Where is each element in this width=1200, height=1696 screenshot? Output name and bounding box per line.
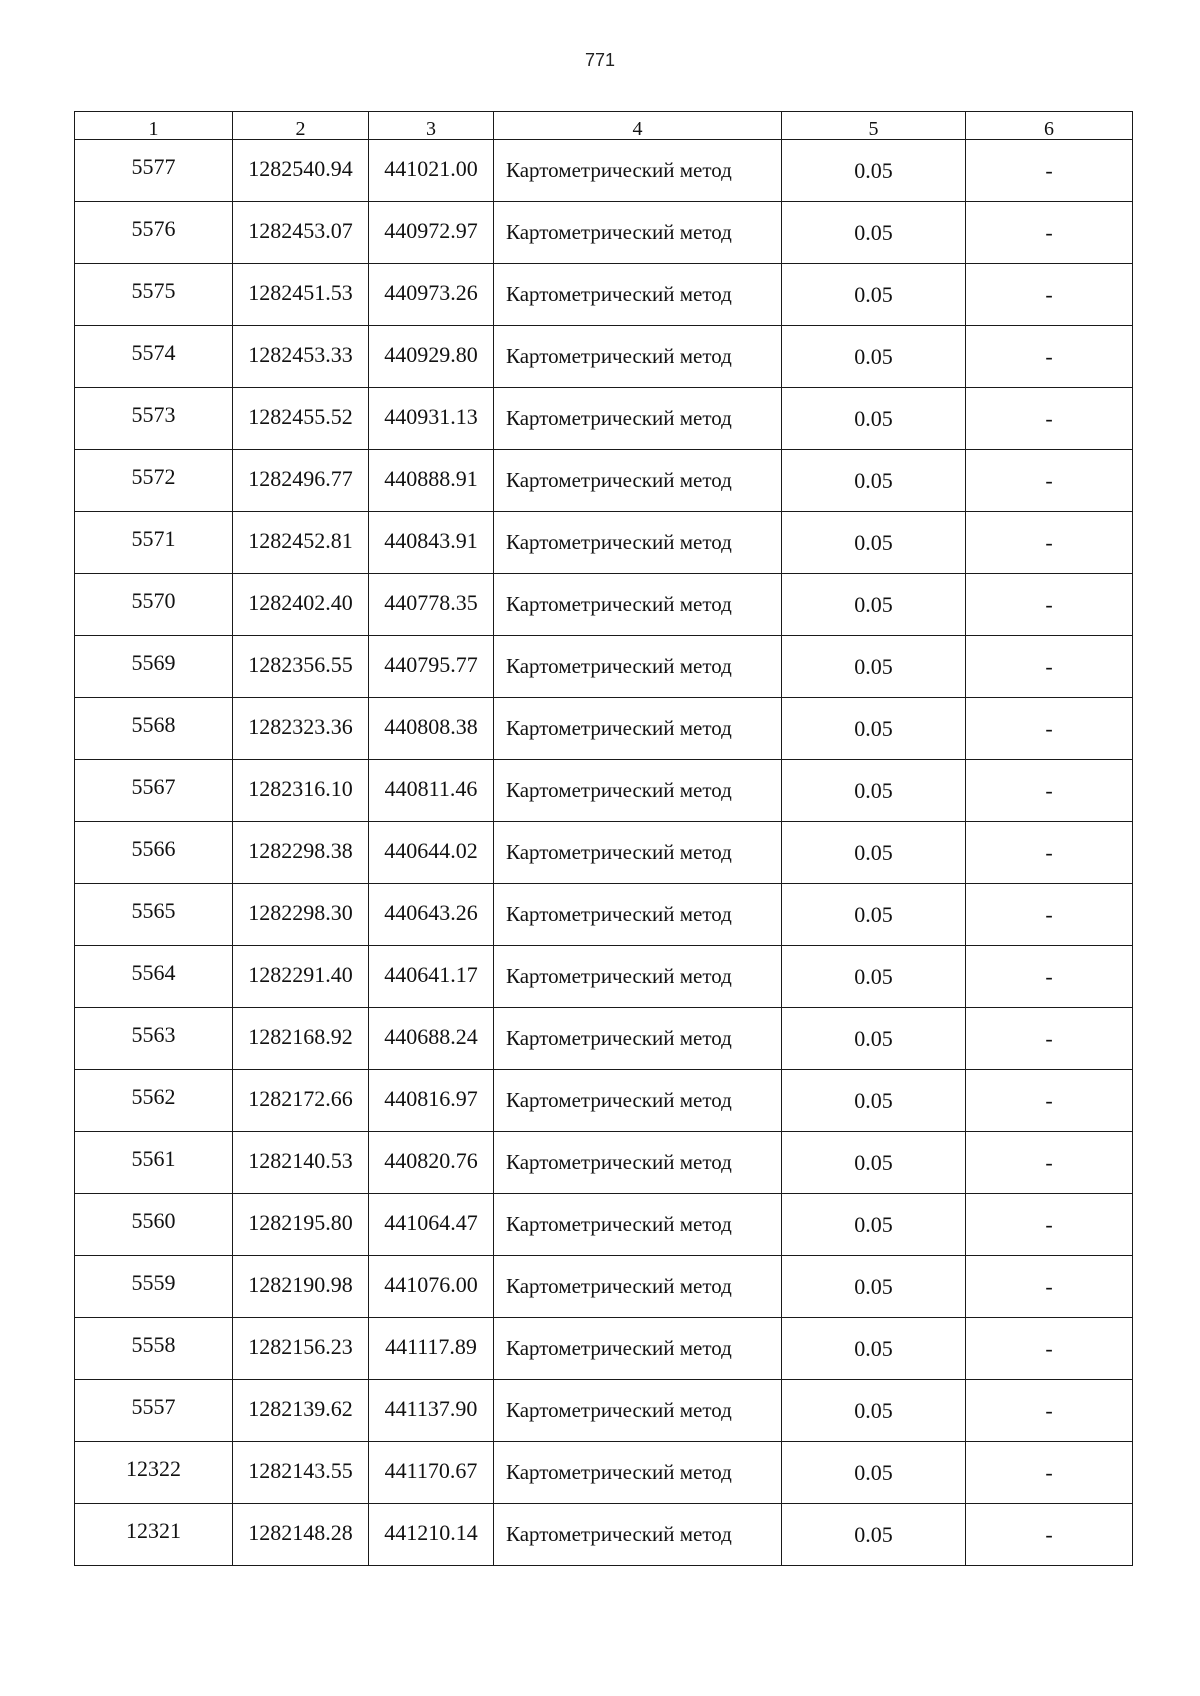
cell-point-number: 5576 (75, 202, 233, 264)
cell-note: - (966, 884, 1133, 946)
page-number: 771 (584, 50, 616, 70)
table-row (75, 202, 1133, 264)
cell-x-coordinate: 1282298.38 (233, 822, 369, 884)
cell-method: Картометрический метод (494, 760, 782, 822)
header-row (75, 112, 1133, 140)
cell-point-number: 12322 (75, 1442, 233, 1504)
cell-point-number: 5557 (75, 1380, 233, 1442)
cell-method: Картометрический метод (494, 1008, 782, 1070)
cell-y-coordinate: 441117.89 (369, 1318, 494, 1380)
coordinates-table (74, 111, 1133, 1566)
cell-point-number: 5575 (75, 264, 233, 326)
cell-accuracy: 0.05 (782, 264, 966, 326)
cell-point-number: 5562 (75, 1070, 233, 1132)
cell-method: Картометрический метод (494, 140, 782, 202)
cell-y-coordinate: 440972.97 (369, 202, 494, 264)
cell-x-coordinate: 1282156.23 (233, 1318, 369, 1380)
cell-x-coordinate: 1282139.62 (233, 1380, 369, 1442)
cell-y-coordinate: 440641.17 (369, 946, 494, 1008)
table-row (75, 1504, 1133, 1566)
cell-note: - (966, 574, 1133, 636)
cell-method: Картометрический метод (494, 636, 782, 698)
cell-y-coordinate: 441137.90 (369, 1380, 494, 1442)
cell-y-coordinate: 440778.35 (369, 574, 494, 636)
cell-point-number: 5559 (75, 1256, 233, 1318)
cell-point-number: 12321 (75, 1504, 233, 1566)
table-row (75, 698, 1133, 760)
cell-x-coordinate: 1282323.36 (233, 698, 369, 760)
column-header-5: 5 (782, 112, 966, 140)
column-header-6: 6 (966, 112, 1133, 140)
cell-method: Картометрический метод (494, 1194, 782, 1256)
cell-accuracy: 0.05 (782, 140, 966, 202)
cell-note: - (966, 1070, 1133, 1132)
cell-y-coordinate: 441210.14 (369, 1504, 494, 1566)
cell-note: - (966, 140, 1133, 202)
cell-accuracy: 0.05 (782, 450, 966, 512)
cell-y-coordinate: 440795.77 (369, 636, 494, 698)
cell-method: Картометрический метод (494, 202, 782, 264)
cell-accuracy: 0.05 (782, 1504, 966, 1566)
cell-accuracy: 0.05 (782, 822, 966, 884)
cell-x-coordinate: 1282140.53 (233, 1132, 369, 1194)
cell-point-number: 5566 (75, 822, 233, 884)
cell-note: - (966, 264, 1133, 326)
cell-x-coordinate: 1282172.66 (233, 1070, 369, 1132)
cell-method: Картометрический метод (494, 326, 782, 388)
cell-x-coordinate: 1282356.55 (233, 636, 369, 698)
cell-method: Картометрический метод (494, 388, 782, 450)
table-row (75, 1132, 1133, 1194)
table-row (75, 1008, 1133, 1070)
cell-x-coordinate: 1282195.80 (233, 1194, 369, 1256)
cell-point-number: 5565 (75, 884, 233, 946)
cell-point-number: 5571 (75, 512, 233, 574)
cell-x-coordinate: 1282143.55 (233, 1442, 369, 1504)
cell-point-number: 5560 (75, 1194, 233, 1256)
cell-method: Картометрический метод (494, 1318, 782, 1380)
cell-method: Картометрический метод (494, 1132, 782, 1194)
cell-accuracy: 0.05 (782, 884, 966, 946)
column-header-1: 1 (75, 112, 233, 140)
cell-method: Картометрический метод (494, 1070, 782, 1132)
cell-accuracy: 0.05 (782, 760, 966, 822)
cell-point-number: 5572 (75, 450, 233, 512)
cell-note: - (966, 1318, 1133, 1380)
cell-method: Картометрический метод (494, 1504, 782, 1566)
cell-note: - (966, 450, 1133, 512)
column-header-3: 3 (369, 112, 494, 140)
cell-method: Картометрический метод (494, 1442, 782, 1504)
cell-y-coordinate: 440820.76 (369, 1132, 494, 1194)
cell-accuracy: 0.05 (782, 326, 966, 388)
cell-y-coordinate: 440843.91 (369, 512, 494, 574)
cell-x-coordinate: 1282452.81 (233, 512, 369, 574)
cell-y-coordinate: 440644.02 (369, 822, 494, 884)
cell-method: Картометрический метод (494, 1256, 782, 1318)
cell-y-coordinate: 440688.24 (369, 1008, 494, 1070)
cell-x-coordinate: 1282316.10 (233, 760, 369, 822)
cell-note: - (966, 1380, 1133, 1442)
cell-accuracy: 0.05 (782, 1008, 966, 1070)
cell-method: Картометрический метод (494, 884, 782, 946)
cell-note: - (966, 202, 1133, 264)
cell-method: Картометрический метод (494, 698, 782, 760)
table-row (75, 946, 1133, 1008)
table-row (75, 264, 1133, 326)
cell-point-number: 5567 (75, 760, 233, 822)
cell-note: - (966, 1442, 1133, 1504)
table-body (75, 140, 1133, 1566)
cell-note: - (966, 1194, 1133, 1256)
table-row (75, 1256, 1133, 1318)
cell-point-number: 5570 (75, 574, 233, 636)
cell-y-coordinate: 440929.80 (369, 326, 494, 388)
cell-accuracy: 0.05 (782, 1132, 966, 1194)
cell-y-coordinate: 440888.91 (369, 450, 494, 512)
table-row (75, 326, 1133, 388)
cell-note: - (966, 822, 1133, 884)
table-row (75, 1318, 1133, 1380)
cell-accuracy: 0.05 (782, 512, 966, 574)
cell-x-coordinate: 1282298.30 (233, 884, 369, 946)
cell-accuracy: 0.05 (782, 946, 966, 1008)
cell-note: - (966, 946, 1133, 1008)
cell-accuracy: 0.05 (782, 1194, 966, 1256)
cell-accuracy: 0.05 (782, 574, 966, 636)
cell-note: - (966, 1504, 1133, 1566)
cell-point-number: 5558 (75, 1318, 233, 1380)
cell-x-coordinate: 1282451.53 (233, 264, 369, 326)
table-row (75, 574, 1133, 636)
cell-y-coordinate: 440811.46 (369, 760, 494, 822)
cell-point-number: 5573 (75, 388, 233, 450)
table-row (75, 140, 1133, 202)
cell-point-number: 5577 (75, 140, 233, 202)
cell-accuracy: 0.05 (782, 1256, 966, 1318)
cell-point-number: 5564 (75, 946, 233, 1008)
cell-point-number: 5569 (75, 636, 233, 698)
cell-x-coordinate: 1282190.98 (233, 1256, 369, 1318)
cell-point-number: 5561 (75, 1132, 233, 1194)
cell-x-coordinate: 1282496.77 (233, 450, 369, 512)
cell-y-coordinate: 440808.38 (369, 698, 494, 760)
cell-method: Картометрический метод (494, 946, 782, 1008)
cell-note: - (966, 512, 1133, 574)
cell-y-coordinate: 440973.26 (369, 264, 494, 326)
cell-note: - (966, 1008, 1133, 1070)
column-header-4: 4 (494, 112, 782, 140)
cell-accuracy: 0.05 (782, 1380, 966, 1442)
cell-y-coordinate: 441076.00 (369, 1256, 494, 1318)
cell-x-coordinate: 1282168.92 (233, 1008, 369, 1070)
cell-y-coordinate: 441170.67 (369, 1442, 494, 1504)
cell-note: - (966, 698, 1133, 760)
cell-y-coordinate: 440931.13 (369, 388, 494, 450)
table-row (75, 1442, 1133, 1504)
column-header-2: 2 (233, 112, 369, 140)
cell-method: Картометрический метод (494, 512, 782, 574)
cell-note: - (966, 1132, 1133, 1194)
cell-point-number: 5574 (75, 326, 233, 388)
cell-accuracy: 0.05 (782, 388, 966, 450)
table-row (75, 450, 1133, 512)
cell-note: - (966, 760, 1133, 822)
cell-x-coordinate: 1282453.33 (233, 326, 369, 388)
cell-y-coordinate: 441021.00 (369, 140, 494, 202)
cell-method: Картометрический метод (494, 264, 782, 326)
table-row (75, 1070, 1133, 1132)
table-header (75, 112, 1133, 140)
cell-accuracy: 0.05 (782, 636, 966, 698)
cell-method: Картометрический метод (494, 574, 782, 636)
table-row (75, 822, 1133, 884)
table-row (75, 1380, 1133, 1442)
cell-note: - (966, 1256, 1133, 1318)
cell-x-coordinate: 1282540.94 (233, 140, 369, 202)
cell-point-number: 5568 (75, 698, 233, 760)
cell-point-number: 5563 (75, 1008, 233, 1070)
table-row (75, 512, 1133, 574)
cell-accuracy: 0.05 (782, 1070, 966, 1132)
cell-x-coordinate: 1282453.07 (233, 202, 369, 264)
cell-x-coordinate: 1282148.28 (233, 1504, 369, 1566)
cell-method: Картометрический метод (494, 1380, 782, 1442)
table-row (75, 884, 1133, 946)
cell-note: - (966, 326, 1133, 388)
cell-method: Картометрический метод (494, 822, 782, 884)
cell-y-coordinate: 440643.26 (369, 884, 494, 946)
cell-x-coordinate: 1282402.40 (233, 574, 369, 636)
cell-note: - (966, 636, 1133, 698)
cell-accuracy: 0.05 (782, 202, 966, 264)
table-row (75, 1194, 1133, 1256)
table-row (75, 760, 1133, 822)
cell-note: - (966, 388, 1133, 450)
cell-accuracy: 0.05 (782, 1442, 966, 1504)
cell-x-coordinate: 1282455.52 (233, 388, 369, 450)
cell-x-coordinate: 1282291.40 (233, 946, 369, 1008)
cell-y-coordinate: 440816.97 (369, 1070, 494, 1132)
table-row (75, 636, 1133, 698)
cell-method: Картометрический метод (494, 450, 782, 512)
cell-y-coordinate: 441064.47 (369, 1194, 494, 1256)
cell-accuracy: 0.05 (782, 698, 966, 760)
table-row (75, 388, 1133, 450)
cell-accuracy: 0.05 (782, 1318, 966, 1380)
